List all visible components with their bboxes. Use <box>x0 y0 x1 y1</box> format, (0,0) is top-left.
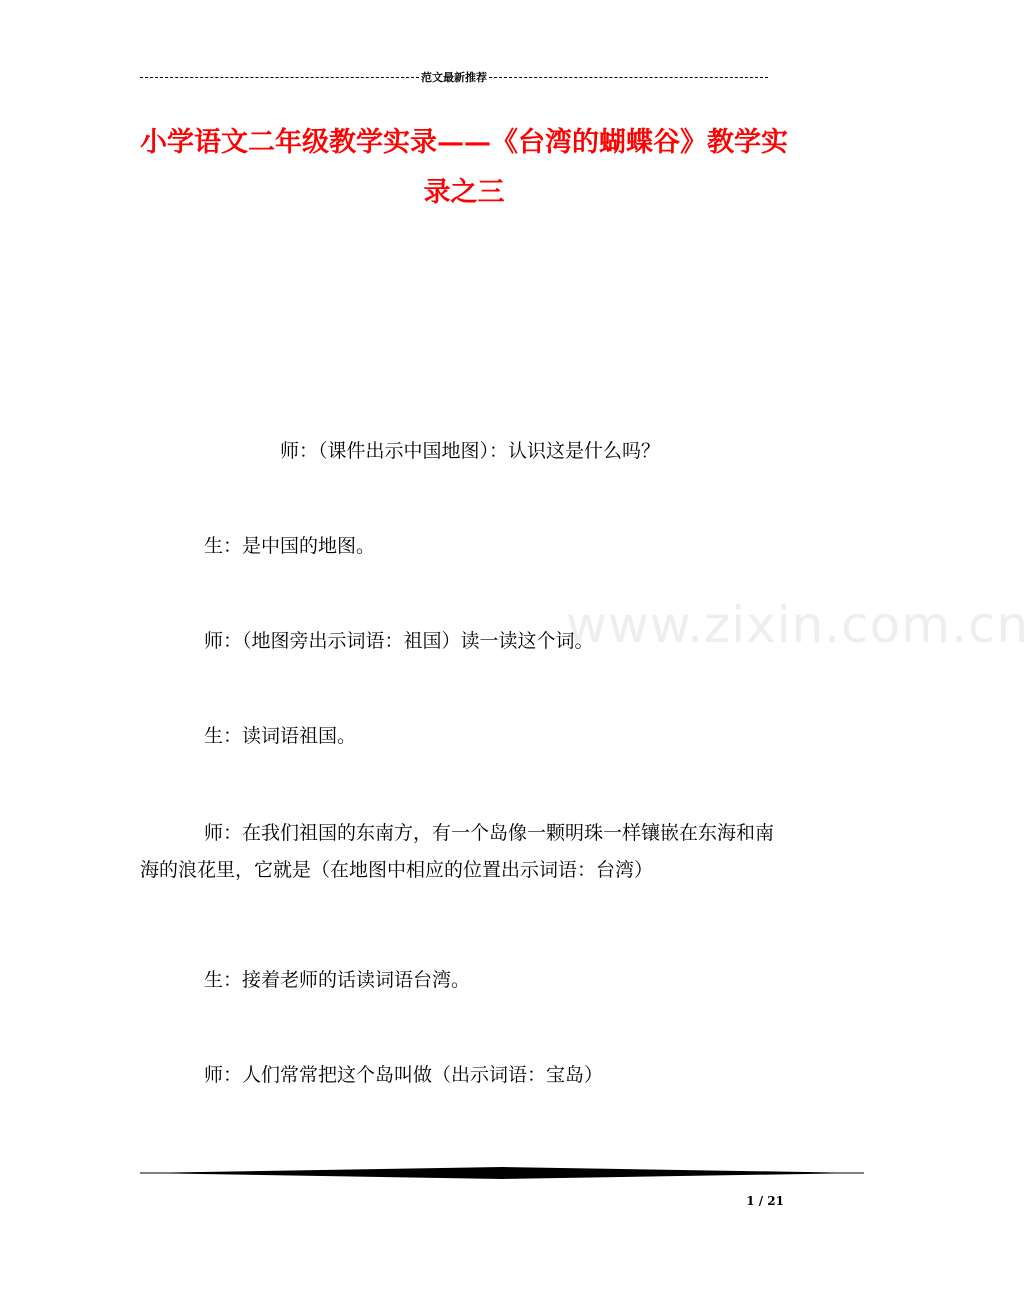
footer-divider <box>140 1166 864 1180</box>
paragraph-5: 师：在我们祖国的东南方，有一个岛像一颗明珠一样镶嵌在东海和南海的浪花里，它就是（在地图中相应的位置出示词语：台湾） <box>140 822 775 881</box>
paragraph-6: 生：接着老师的话读词语台湾。 <box>204 969 471 991</box>
paragraph-7: 师：人们常常把这个岛叫做（出示词语：宝岛） <box>204 1064 604 1086</box>
page-number: 1 / 21 <box>746 1194 784 1208</box>
header-label: 范文最新推荐 <box>421 71 487 84</box>
paragraph-3: 师：（地图旁出示词语：祖国）读一读这个词。 <box>204 630 594 652</box>
watermark: www.zixin.com.cn <box>566 596 1029 654</box>
document-title: 小学语文二年级教学实录——《台湾的蝴蝶谷》教学实录之三 <box>140 127 788 208</box>
paragraph-4: 生：读词语祖国。 <box>204 725 357 747</box>
header-dash-left <box>140 77 419 78</box>
paragraph-1: 师：（课件出示中国地图）：认识这是什么吗？ <box>280 440 661 462</box>
paragraph-2: 生：是中国的地图。 <box>204 535 376 557</box>
header-dash-right <box>489 77 768 78</box>
page-header <box>140 70 768 84</box>
